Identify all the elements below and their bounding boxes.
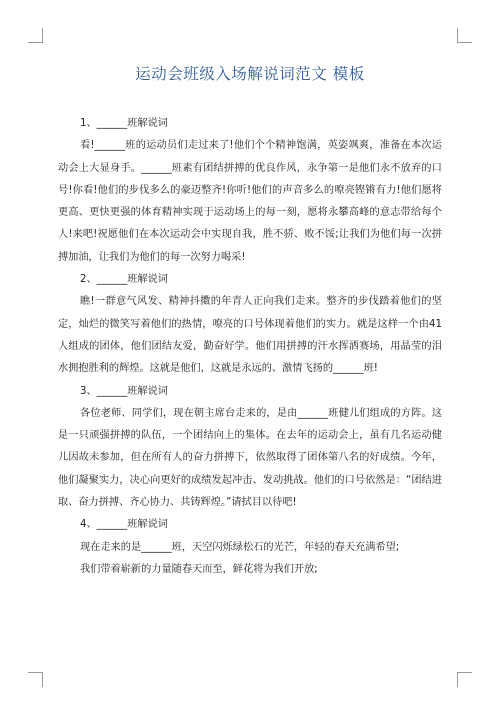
section-paragraph: 看!______班的运动员们走过来了!他们个个精神饱满，英姿飒爽，准备在本次运动会上大显身手。______班素有团结拼搏的优良作风，永争第一是他们永不放弃的口号!你看!他们的步伐多么的豪迈整齐!你听!他们的声音多么的嘹亮铿锵有力!他们愿将更高、更快更强的体育精神实现于运动场上的每一刻，愿将永攀高峰的意志带给每个人!来吧!祝愿他们在本次运动会中实现自我，胜不骄、败不馁;让我们为他们每一次拼搏加油，让我们为他们的每一次努力喝采! (58, 140, 442, 263)
section-paragraph: 各位老师、同学们，现在朝主席台走来的，是由______班健儿们组成的方阵。这是一只顽强拼搏的队伍，一个团结向上的集体。在去年的运动会上，虽有几名运动健儿因故未参加，但在所有人的奋力拼搏下，依然取得了团体第八名的好成绩。今年，他们凝聚实力，决心向更好的成绩发起冲击、发动挑战。他们的口号依然是：“团结进取、奋力拼搏、齐心协力、共铸辉煌。”请拭目以待吧! (58, 407, 442, 509)
section-paragraph: 瞧!一群意气风发、精神抖擞的年青人正向我们走来。整齐的步伐踏着他们的坚定，灿烂的微笑写着他们的热情，嘹亮的口号体现着他们的实力。就是这样一个由41人组成的团体，他们团结友爱，勤奋好学。他们用拼搏的汗水挥洒赛场，用晶莹的泪水拥抱胜利的辉煌。这就是他们，这就是永远的、激情飞扬的______班! (58, 296, 442, 375)
section-paragraph: 现在走来的是______班，天空闪烁绿松石的光芒，年轻的春天充满希望; (80, 541, 400, 553)
crop-mark-top-left (28, 28, 43, 43)
section-heading: 3、______班解说词 (80, 385, 168, 397)
document-title: 运动会班级入场解说词范文 模板 (135, 65, 365, 83)
section-heading: 1、______班解说词 (80, 118, 168, 129)
crop-mark-top-right (457, 28, 472, 43)
section-paragraph: 我们带着崭新的力量随春天而至，鲜花将为我们开放; (80, 563, 318, 575)
section-heading: 4、______班解说词 (80, 519, 168, 531)
document-body (58, 113, 442, 581)
crop-mark-bottom-left (28, 672, 43, 687)
crop-mark-bottom-right (457, 672, 472, 687)
section-heading: 2、______班解说词 (80, 274, 168, 286)
